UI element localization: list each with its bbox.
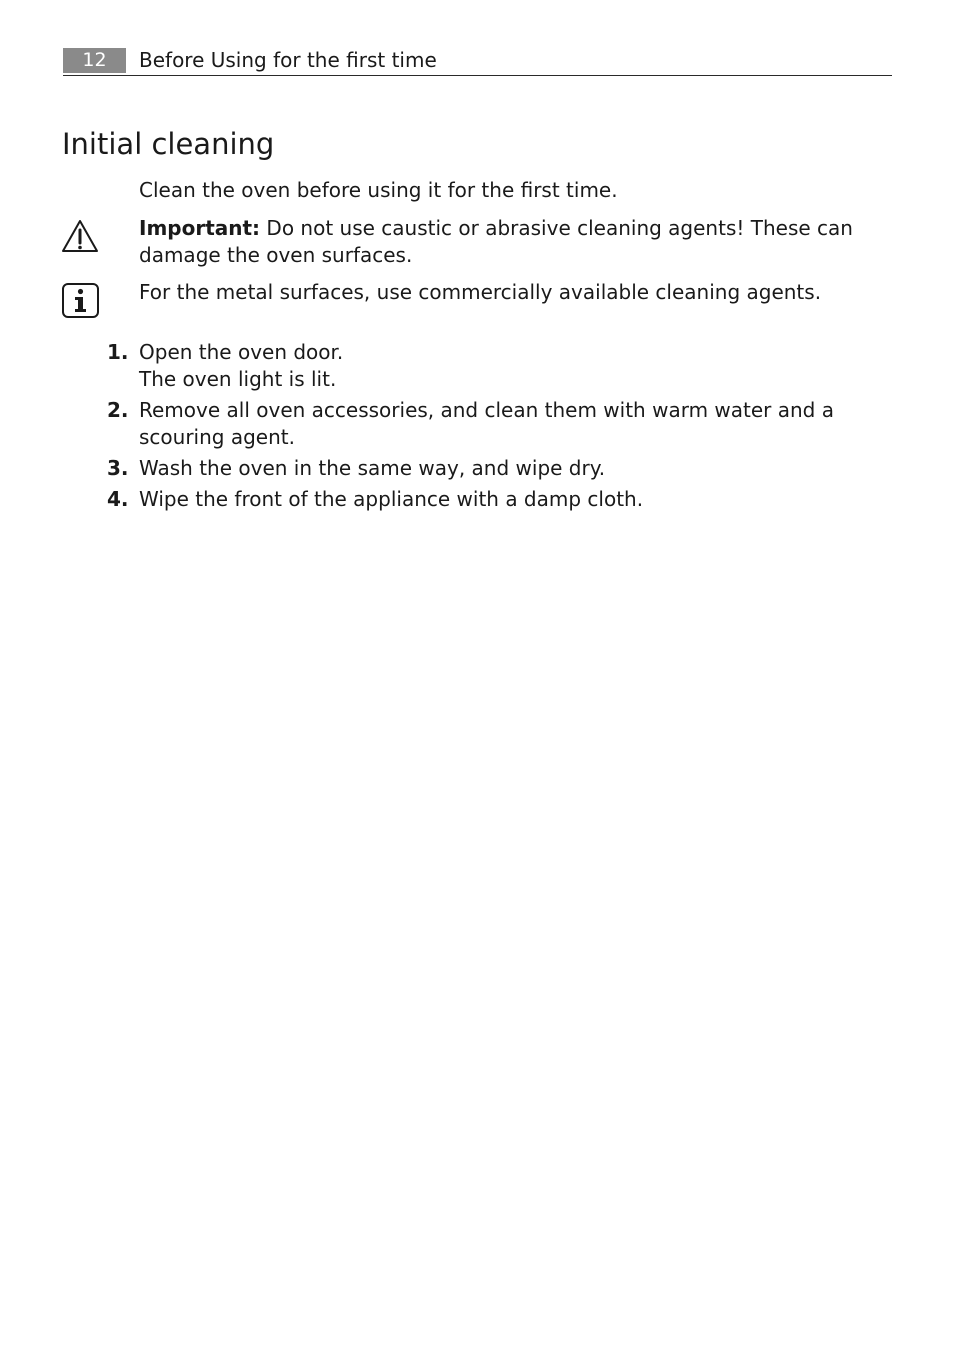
warning-text: Do not use caustic or abrasive cleaning agents! These can damage the oven surfaces. <box>139 216 853 267</box>
list-item <box>0 486 954 513</box>
step-number: 4. <box>107 487 129 511</box>
step-result: The oven light is lit. <box>139 367 337 391</box>
step-text: Wash the oven in the same way, and wipe dry. <box>139 456 606 480</box>
step-text: Remove all oven accessories, and clean them with warm water and a scouring agent. <box>139 398 834 449</box>
warning-note <box>139 215 899 269</box>
intro-text: Clean the oven before using it for the first time. <box>139 178 618 202</box>
step-number: 2. <box>107 398 129 422</box>
step-text: Open the oven door. <box>139 340 344 364</box>
list-item <box>0 455 954 482</box>
warning-label: Important: <box>139 216 261 240</box>
step-text: Wipe the front of the appliance with a damp cloth. <box>139 487 644 511</box>
step-list <box>0 339 954 517</box>
page-header <box>63 46 892 76</box>
warning-triangle-icon <box>61 219 99 258</box>
step-number: 3. <box>107 456 129 480</box>
info-icon <box>62 283 99 322</box>
list-item <box>0 397 954 451</box>
chapter-title: Before Using for the first time <box>139 48 437 72</box>
page-number: 12 <box>63 48 126 73</box>
list-item <box>0 339 954 393</box>
section-title: Initial cleaning <box>62 127 275 161</box>
info-note: For the metal surfaces, use commercially available cleaning agents. <box>139 280 822 304</box>
step-number: 1. <box>107 340 129 364</box>
